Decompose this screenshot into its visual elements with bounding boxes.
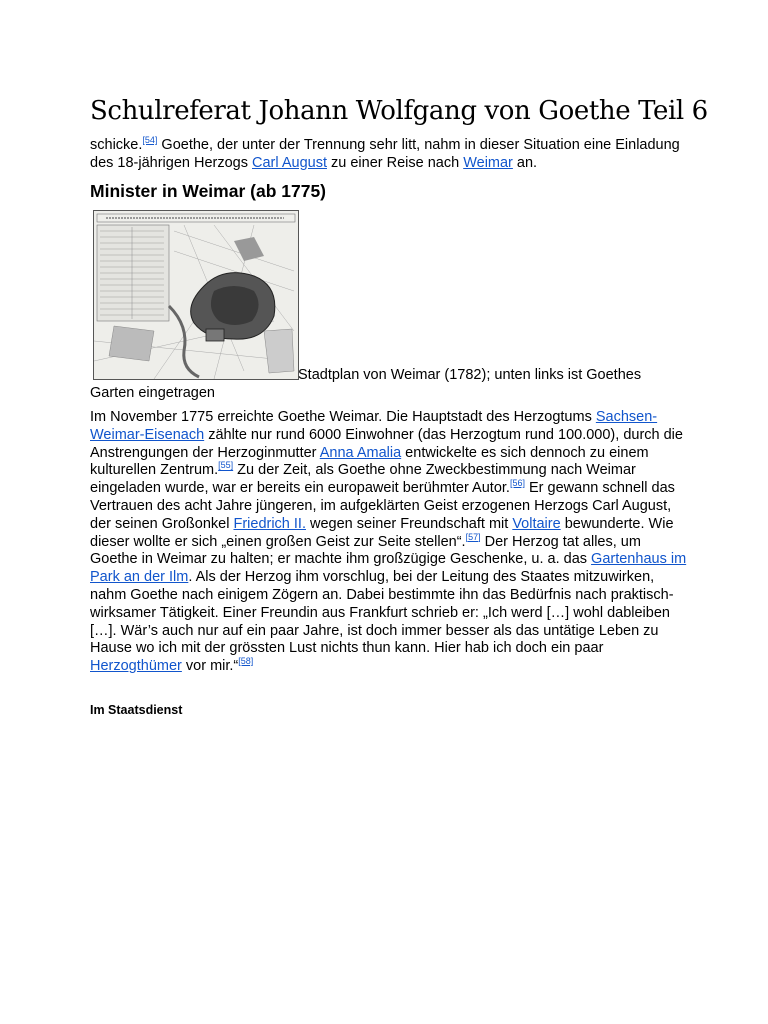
link-weimar[interactable]: Weimar bbox=[463, 154, 513, 171]
body-paragraph bbox=[90, 409, 690, 676]
city-map-icon bbox=[94, 211, 298, 379]
footnote-ref bbox=[238, 656, 253, 666]
text-segment: vor mir.“ bbox=[181, 658, 239, 675]
text-segment: . Als der Herzog ihm vorschlug, bei der Leitung des Staates mitzuwirken, nahm Goethe nach einigem Zögern an. Dabei bestimmte ihn das Bedürfnis nach praktisch-wirksamer Tätigkeit. Einer Freundin aus Frankfurt schrieb er: „Ich werd […] wohl dableiben […]. Wär’s auch nur auf ein paar Jahre, ist doch immer besser als das untätige Leben zu Hause wo ich mit der grössten Lust nichts thun kann. Hier hab ich doch ein paar bbox=[90, 569, 674, 657]
text-segment: schicke. bbox=[90, 137, 143, 153]
figure-caption bbox=[90, 366, 690, 402]
caption-line-2: Garten eingetragen bbox=[90, 385, 215, 401]
text-segment: Im November 1775 erreichte Goethe Weimar. Die Hauptstadt des Herzogtums bbox=[90, 409, 596, 425]
footnote-link-55[interactable]: [55] bbox=[218, 460, 234, 471]
document-title: Schulreferat Johann Wolfgang von Goethe Teil 6 bbox=[90, 96, 708, 126]
link-gartenhaus[interactable]: Gartenhaus im Park an der Ilm bbox=[90, 551, 687, 586]
text-segment: Goethe, der unter der Trennung sehr litt, nahm in dieser Situation eine Einladung des 18-jährigen Herzogs bbox=[90, 137, 680, 171]
link-sachsen-weimar-eisenach[interactable]: Sachsen-Weimar-Eisenach bbox=[90, 409, 658, 443]
footnote-link-58[interactable]: [58] bbox=[238, 656, 254, 667]
text-segment: zählte nur rund 6000 Einwohner (das Herzogtum rund 100.000), durch die Anstrengungen der Herzoginmutter bbox=[90, 426, 683, 461]
text-segment: wegen seiner Freundschaft mit bbox=[305, 515, 513, 532]
text-segment: Zu der Zeit, als Goethe ohne Zweckbestimmung nach Weimar eingeladen wurde, war er bereits ein europaweit berühmter Autor. bbox=[90, 462, 636, 497]
city-map-image bbox=[93, 210, 299, 380]
subheading: Im Staatsdienst bbox=[90, 703, 183, 717]
section-heading: Minister in Weimar (ab 1775) bbox=[90, 181, 327, 201]
footnote-ref bbox=[510, 478, 525, 488]
link-voltaire[interactable]: Voltaire bbox=[512, 515, 561, 532]
text-segment: zu einer Reise nach bbox=[326, 154, 464, 171]
footnote-link-56[interactable]: [56] bbox=[509, 478, 525, 489]
footnote-link-57[interactable]: [57] bbox=[465, 531, 481, 542]
footnote-link-54[interactable]: [54] bbox=[142, 135, 158, 146]
text-segment: Er gewann schnell das Vertrauen des acht Jahre jüngeren, im aufgeklärten Geist erzogenen Herzogs Carl August, der seinen Großonkel bbox=[90, 480, 675, 532]
link-carl-august[interactable]: Carl August bbox=[252, 154, 327, 171]
text-segment: bewunderte. Wie dieser wollte er sich „einen großen Geist zur Seite stellen“. bbox=[90, 515, 674, 550]
intro-paragraph bbox=[90, 137, 690, 173]
footnote-ref bbox=[466, 532, 481, 542]
text-segment: Der Herzog tat alles, um Goethe in Weimar zu halten; er machte ihm großzügige Geschenke, u. a. das bbox=[90, 533, 641, 568]
caption-line-1: Stadtplan von Weimar (1782); unten links ist Goethes bbox=[298, 367, 642, 383]
text-segment: an. bbox=[512, 154, 538, 171]
link-herzogthuemer[interactable]: Herzogthümer bbox=[90, 658, 182, 675]
text-segment: entwickelte es sich dennoch zu einem kulturellen Zentrum. bbox=[90, 444, 649, 479]
link-friedrich-ii[interactable]: Friedrich II. bbox=[233, 515, 306, 532]
footnote-ref bbox=[218, 461, 233, 471]
link-anna-amalia[interactable]: Anna Amalia bbox=[319, 444, 402, 461]
footnote-ref bbox=[142, 135, 157, 145]
